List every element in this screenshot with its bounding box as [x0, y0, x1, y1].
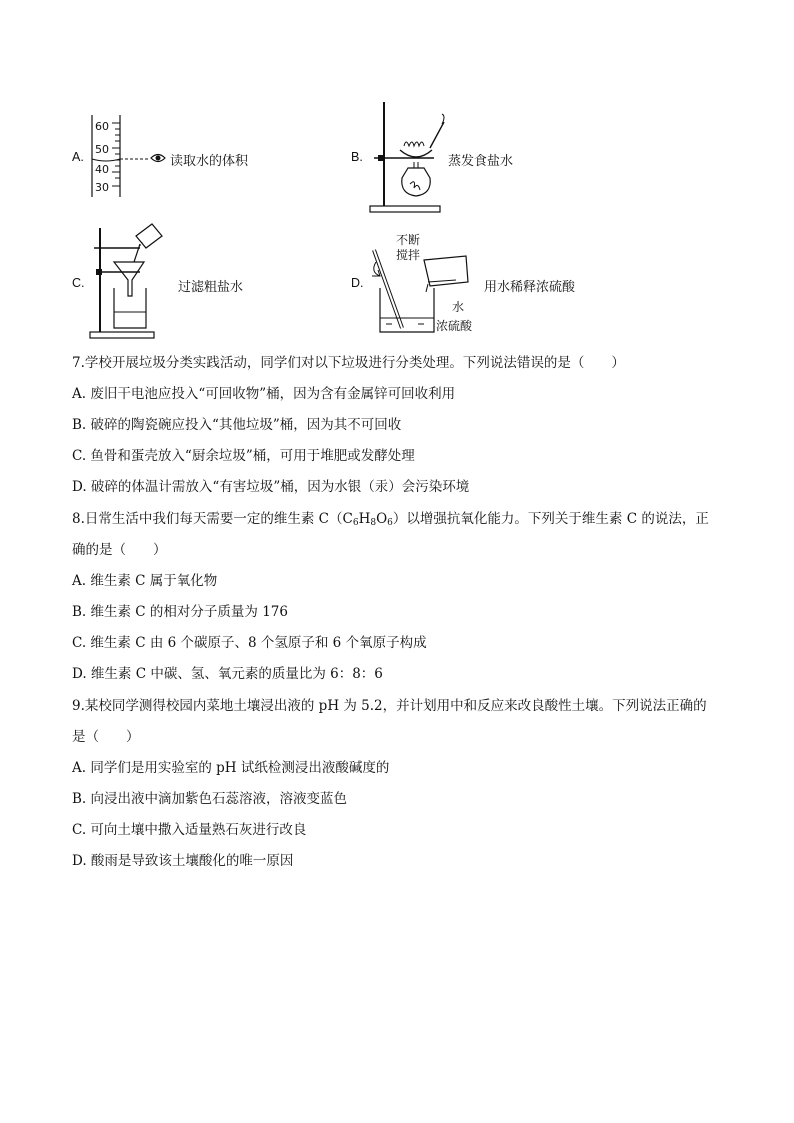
q8-option-a: A. 维生素 C 属于氧化物: [72, 573, 218, 589]
option-b-letter: B.: [351, 150, 363, 164]
acid-label: 浓硫酸: [436, 319, 473, 333]
eye-icon: [150, 151, 166, 165]
q8-option-d: D. 维生素 C 中碳、氢、氧元素的质量比为 6：8：6: [72, 666, 383, 682]
q7-option-c: C. 鱼骨和蛋壳放入“厨余垃圾”桶，可用于堆肥或发酵处理: [72, 448, 415, 464]
tick-label-30: 30: [95, 181, 109, 194]
q7-option-a: A. 废旧干电池应投入“可回收物”桶，因为含有金属锌可回收利用: [72, 386, 456, 402]
figure-d-caption: 用水稀释浓硫酸: [484, 280, 576, 295]
tick-label-50: 50: [95, 143, 109, 156]
evaporation-apparatus-figure: [370, 100, 450, 215]
q9-option-c: C. 可向土壤中撒入适量熟石灰进行改良: [72, 822, 307, 838]
stir-label-2: 搅拌: [396, 248, 421, 262]
q8-option-c: C. 维生素 C 由 6 个碳原子、8 个氢原子和 6 个氧原子构成: [72, 635, 427, 651]
option-d-letter: D.: [351, 276, 364, 290]
option-c-letter: C.: [72, 276, 85, 290]
tick-label-60: 60: [95, 120, 109, 133]
option-a-letter: A.: [72, 150, 84, 164]
q7-option-b: B. 破碎的陶瓷碗应投入“其他垃圾”桶，因为其不可回收: [72, 417, 402, 433]
q9-stem-line2: 是（ ）: [72, 729, 140, 745]
figure-c-caption: 过滤粗盐水: [178, 280, 244, 295]
q9-stem-line1: 9.某校同学测得校园内菜地土壤浸出液的 pH 为 5.2，并计划用中和反应来改良酸性土壤。下列说法正确的: [72, 698, 707, 714]
q9-option-a: A. 同学们是用实验室的 pH 试纸检测浸出液酸碱度的: [72, 760, 390, 776]
figure-a-caption: 读取水的体积: [170, 154, 249, 169]
figure-b-caption: 蒸发食盐水: [448, 154, 514, 169]
q8-stem-line2: 确的是（ ）: [72, 542, 167, 558]
tick-label-40: 40: [95, 163, 109, 176]
q8-option-b: B. 维生素 C 的相对分子质量为 176: [72, 604, 288, 620]
q7-stem: 7.学校开展垃圾分类实践活动，同学们对以下垃圾进行分类处理。下列说法错误的是（ ）: [72, 355, 625, 371]
q9-option-d: D. 酸雨是导致该土壤酸化的唯一原因: [72, 853, 294, 869]
q7-option-d: D. 破碎的体温计需放入“有害垃圾”桶，因为水银（汞）会污染环境: [72, 479, 470, 495]
water-label: 水: [452, 300, 465, 314]
q8-stem-line1: 8.日常生活中我们每天需要一定的维生素 $C(C_6H_8O_6)$以增强抗氧化能力。下列关于维生素 C 的说法，正: [72, 511, 709, 528]
filtration-apparatus-figure: [88, 222, 168, 342]
stir-label-1: 不断: [396, 233, 421, 247]
q9-option-b: B. 向浸出液中滴加紫色石蕊溶液，溶液变蓝色: [72, 791, 348, 807]
